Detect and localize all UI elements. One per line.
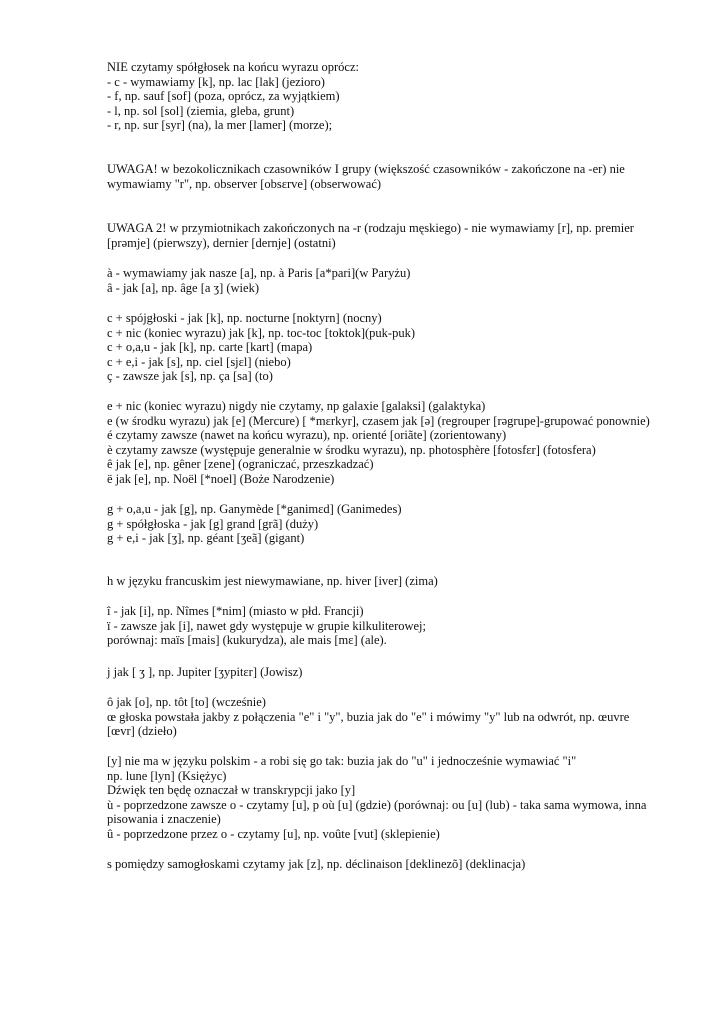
paragraph-final-consonants bbox=[107, 60, 647, 133]
text-line: c + o,a,u - jak [k], np. carte [kart] (mapa) bbox=[107, 340, 313, 355]
paragraph-letter-c bbox=[107, 311, 647, 384]
paragraph-letter-a bbox=[107, 266, 647, 295]
text-line: ï - zawsze jak [i], nawet gdy występuje w grupie kilkuliterowej; bbox=[107, 618, 427, 633]
text-line: Dźwięk ten będę oznaczał w transkrypcji jako [y] bbox=[107, 783, 356, 798]
text-line: np. lune [lyn] (Księżyc) bbox=[107, 768, 227, 783]
text-line: NIE czytamy spółgłosek na końcu wyrazu oprócz: bbox=[107, 60, 360, 74]
text-line: e (w środku wyrazu) jak [e] (Mercure) [ *mɛrkyr], czasem jak [ə] (regrouper [rəgrupe]-grupować ponownie) bbox=[107, 413, 650, 428]
text-line: - l, np. sol [sol] (ziemia, gleba, grunt) bbox=[107, 103, 295, 118]
text-line: è czytamy zawsze (występuje generalnie w środku wyrazu), np. photosphère [fotosfɛr] (fotosfera) bbox=[107, 442, 596, 457]
text-line: pisowania i znaczenie) bbox=[107, 812, 221, 827]
text-line: [prəmje] (pierwszy), dernier [dernje] (ostatni) bbox=[107, 235, 336, 250]
text-line: [œvr] (dzieło) bbox=[107, 724, 177, 739]
text-line: c + nic (koniec wyrazu) jak [k], np. toc-toc [toktok](puk-puk) bbox=[107, 325, 415, 340]
text-line: û - poprzedzone przez o - czytamy [u], np. voûte [vut] (sklepienie) bbox=[107, 826, 440, 841]
text-line: - f, np. sauf [sof] (poza, oprócz, za wyjątkiem) bbox=[107, 89, 340, 104]
paragraph-letter-h bbox=[107, 574, 647, 589]
text-line: ô jak [o], np. tôt [to] (wcześnie) bbox=[107, 695, 266, 709]
text-line: é czytamy zawsze (nawet na końcu wyrazu), np. orienté [oriãte] (zorientowany) bbox=[107, 428, 507, 443]
text-line: e + nic (koniec wyrazu) nigdy nie czytamy, np galaxie [galaksi] (galaktyka) bbox=[107, 399, 486, 413]
text-line: g + e,i - jak [ʒ], np. géant [ʒeã] (gigant) bbox=[107, 531, 305, 546]
text-line: ê jak [e], np. gêner [zene] (ograniczać, przeszkadzać) bbox=[107, 457, 374, 472]
paragraph-letter-e bbox=[107, 399, 650, 487]
text-line: j jak [ ʒ ], np. Jupiter [ʒypitɛr] (Jowisz) bbox=[107, 665, 303, 679]
text-line: g + spółgłoska - jak [g] grand [grã] (duży) bbox=[107, 516, 319, 531]
text-line: [y] nie ma w języku polskim - a robi się go tak: buzia jak do "u" i jednocześnie wymawiać "i" bbox=[107, 754, 577, 768]
paragraph-uwaga-1 bbox=[107, 162, 647, 191]
paragraph-uwaga-2 bbox=[107, 221, 647, 250]
paragraph-letter-g bbox=[107, 502, 647, 546]
text-line: UWAGA 2! w przymiotnikach zakończonych na -r (rodzaju męskiego) - nie wymawiamy [r], np. premier bbox=[107, 221, 634, 235]
text-line: UWAGA! w bezokolicznikach czasowników I grupy (większość czasowników - zakończone na -er) nie bbox=[107, 162, 625, 176]
text-line: c + spójgłoski - jak [k], np. nocturne [noktyrn] (nocny) bbox=[107, 311, 382, 325]
text-line: - c - wymawiamy [k], np. lac [lak] (jezioro) bbox=[107, 74, 325, 89]
text-line: - r, np. sur [syr] (na), la mer [lamer] (morze); bbox=[107, 118, 333, 133]
text-line: â - jak [a], np. âge [a ʒ] (wiek) bbox=[107, 280, 259, 295]
text-line: î - jak [i], np. Nîmes [*nim] (miasto w płd. Francji) bbox=[107, 604, 364, 618]
text-line: ù - poprzedzone zawsze o - czytamy [u], p où [u] (gdzie) (porównaj: ou [u] (lub) - taka sama wymowa, inna bbox=[107, 797, 647, 812]
text-line: c + e,i - jak [s], np. ciel [sjɛl] (niebo) bbox=[107, 354, 291, 369]
text-line: à - wymawiamy jak nasze [a], np. à Paris [a*pari](w Paryżu) bbox=[107, 266, 411, 280]
text-line: g + o,a,u - jak [g], np. Ganymède [*ganimɛd] (Ganimedes) bbox=[107, 502, 402, 516]
text-line: wymawiamy "r", np. observer [obsɛrve] (obserwować) bbox=[107, 176, 382, 191]
paragraph-letter-u bbox=[107, 754, 647, 842]
text-line: ç - zawsze jak [s], np. ça [sa] (to) bbox=[107, 369, 273, 384]
text-line: h w języku francuskim jest niewymawiane, np. hiver [iver] (zima) bbox=[107, 574, 438, 588]
text-line: s pomiędzy samogłoskami czytamy jak [z], np. déclinaison [deklinezõ] (deklinacja) bbox=[107, 857, 526, 871]
text-line: œ głoska powstała jakby z połączenia "e" i "y", buzia jak do "e" i mówimy "y" lub na odwrót, np. œuvre bbox=[107, 709, 630, 724]
paragraph-letter-j bbox=[107, 665, 647, 680]
paragraph-letter-o bbox=[107, 695, 647, 739]
paragraph-letter-s bbox=[107, 857, 647, 872]
text-line: ë jak [e], np. Noël [*noel] (Boże Narodzenie) bbox=[107, 471, 335, 486]
text-line: porównaj: maïs [mais] (kukurydza), ale mais [mɛ] (ale). bbox=[107, 633, 387, 648]
paragraph-letter-i bbox=[107, 604, 647, 648]
